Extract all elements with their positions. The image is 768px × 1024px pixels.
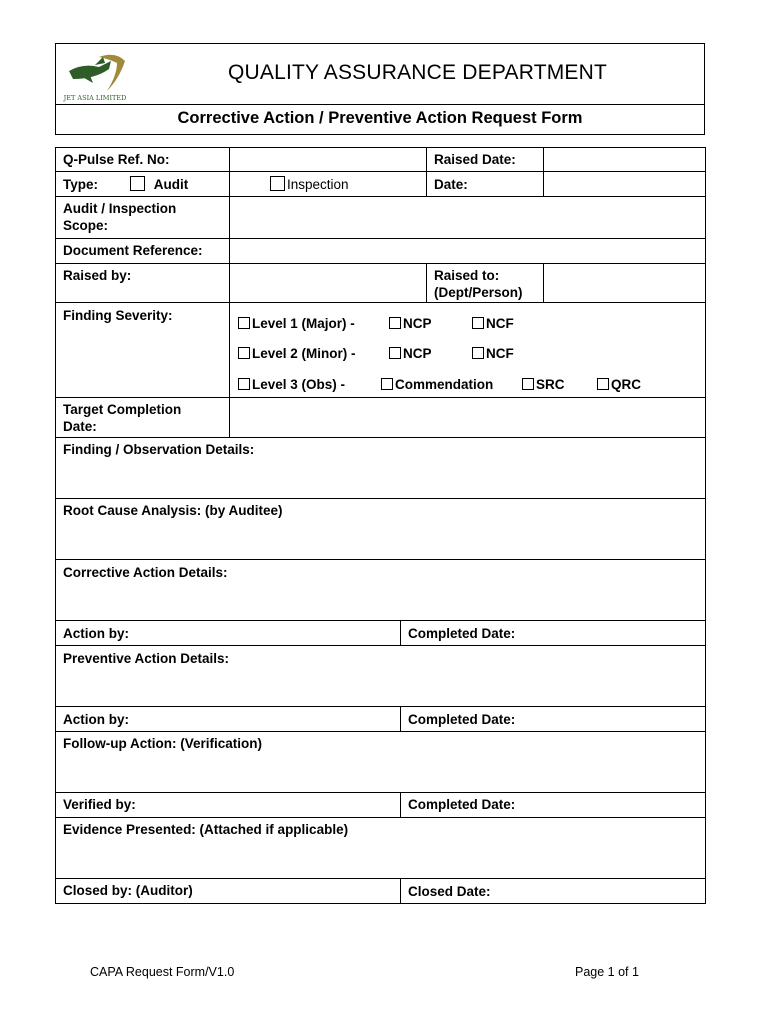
target-date-field[interactable] <box>230 398 705 437</box>
qrc-option[interactable] <box>597 376 641 393</box>
level1-option[interactable] <box>238 315 355 332</box>
page-number: Page 1 of 1 <box>575 965 639 979</box>
level1-ncp-option[interactable] <box>389 315 432 332</box>
corrective-label: Corrective Action Details: <box>63 565 228 580</box>
table-border <box>705 147 706 904</box>
scope-label-line2: Scope: <box>63 218 109 233</box>
col-divider <box>400 706 401 731</box>
audit-checkbox[interactable] <box>130 176 145 191</box>
level3-checkbox[interactable] <box>238 378 250 390</box>
preventive-completed-date-label: Completed Date: <box>408 712 516 727</box>
finding-details-label: Finding / Observation Details: <box>63 442 255 457</box>
audit-label: Audit <box>153 177 189 192</box>
type-label: Type: <box>63 177 99 192</box>
level2-ncf-option[interactable] <box>472 345 514 362</box>
corrective-field[interactable] <box>56 581 705 620</box>
raised-to-field[interactable] <box>544 264 705 302</box>
ncf-label: NCF <box>486 346 514 361</box>
scope-label-line1: Audit / Inspection <box>63 201 177 216</box>
finding-details-field[interactable] <box>56 458 705 498</box>
doc-ref-label: Document Reference: <box>63 243 203 258</box>
date-label: Date: <box>434 177 468 192</box>
target-label-line2: Date: <box>63 419 97 434</box>
raised-to-label-line2: (Dept/Person) <box>434 285 523 300</box>
table-border <box>55 903 706 904</box>
preventive-action-by-label: Action by: <box>63 712 129 727</box>
logo-text: JET ASIA LIMITED <box>63 94 127 102</box>
level3-label: Level 3 (Obs) - <box>252 377 346 392</box>
corrective-action-by-label: Action by: <box>63 626 129 641</box>
src-checkbox[interactable] <box>522 378 534 390</box>
level2-checkbox[interactable] <box>238 347 250 359</box>
verified-by-label: Verified by: <box>63 797 136 812</box>
raised-date-label: Raised Date: <box>434 152 516 167</box>
row-divider <box>55 817 706 818</box>
level1-label: Level 1 (Major) - <box>252 316 355 331</box>
corrective-completed-date-field[interactable] <box>540 621 705 645</box>
verified-by-field[interactable] <box>150 793 400 817</box>
evidence-field[interactable] <box>56 838 705 878</box>
preventive-field[interactable] <box>56 667 705 706</box>
row-divider <box>55 559 706 560</box>
col-divider <box>400 620 401 645</box>
type-inspection-option[interactable] <box>270 176 349 193</box>
evidence-label: Evidence Presented: (Attached if applicable) <box>63 822 349 837</box>
col-divider <box>400 878 401 903</box>
form-version: CAPA Request Form/V1.0 <box>90 965 235 979</box>
ncp-label: NCP <box>403 316 432 331</box>
raised-to-label-line1: Raised to: <box>434 268 500 283</box>
commendation-checkbox[interactable] <box>381 378 393 390</box>
src-label: SRC <box>536 377 565 392</box>
ncf-label: NCF <box>486 316 514 331</box>
qrc-label: QRC <box>611 377 641 392</box>
doc-ref-field[interactable] <box>230 239 705 263</box>
followup-field[interactable] <box>56 752 705 792</box>
level1-checkbox[interactable] <box>238 317 250 329</box>
form-title: Corrective Action / Preventive Action Request Form <box>177 109 583 127</box>
row-divider <box>55 437 706 438</box>
corrective-action-by-field[interactable] <box>150 621 400 645</box>
src-option[interactable] <box>522 376 565 393</box>
level2-ncp-checkbox[interactable] <box>389 347 401 359</box>
preventive-action-by-field[interactable] <box>150 707 400 731</box>
qpulse-label: Q-Pulse Ref. No: <box>63 152 170 167</box>
header-top <box>56 44 704 105</box>
type-audit-option[interactable] <box>130 176 188 193</box>
col-divider <box>400 792 401 817</box>
col-divider <box>426 263 427 302</box>
level2-option[interactable] <box>238 345 356 362</box>
severity-label: Finding Severity: <box>63 308 173 323</box>
preventive-completed-date-field[interactable] <box>540 707 705 731</box>
inspection-label: Inspection <box>287 177 349 192</box>
date-field[interactable] <box>544 172 705 196</box>
root-cause-label: Root Cause Analysis: (by Auditee) <box>63 503 283 518</box>
verification-completed-date-field[interactable] <box>540 793 705 817</box>
jet-asia-logo <box>59 49 131 103</box>
qpulse-field[interactable] <box>230 148 426 171</box>
raised-date-field[interactable] <box>544 148 705 171</box>
closed-date-label: Closed Date: <box>408 884 491 899</box>
row-divider <box>55 498 706 499</box>
qrc-checkbox[interactable] <box>597 378 609 390</box>
department-title: QUALITY ASSURANCE DEPARTMENT <box>228 61 608 84</box>
closed-date-field[interactable] <box>510 879 705 903</box>
level1-ncf-option[interactable] <box>472 315 514 332</box>
row-divider <box>55 645 706 646</box>
root-cause-field[interactable] <box>56 519 705 559</box>
raised-by-field[interactable] <box>230 264 426 302</box>
commendation-option[interactable] <box>381 376 493 393</box>
row-divider <box>55 302 706 303</box>
corrective-completed-date-label: Completed Date: <box>408 626 516 641</box>
form-header <box>55 43 705 135</box>
preventive-label: Preventive Action Details: <box>63 651 230 666</box>
level2-ncf-checkbox[interactable] <box>472 347 484 359</box>
closed-by-field[interactable] <box>210 879 400 903</box>
followup-label: Follow-up Action: (Verification) <box>63 736 262 751</box>
ncp-label: NCP <box>403 346 432 361</box>
level2-ncp-option[interactable] <box>389 345 432 362</box>
target-label-line1: Target Completion <box>63 402 182 417</box>
level3-option[interactable] <box>238 376 345 393</box>
row-divider <box>55 731 706 732</box>
verification-completed-date-label: Completed Date: <box>408 797 516 812</box>
inspection-checkbox[interactable] <box>270 176 285 191</box>
scope-field[interactable] <box>230 197 705 238</box>
raised-by-label: Raised by: <box>63 268 132 283</box>
col-divider <box>426 147 427 196</box>
closed-by-label: Closed by: (Auditor) <box>63 883 193 898</box>
level1-ncp-checkbox[interactable] <box>389 317 401 329</box>
level2-label: Level 2 (Minor) - <box>252 346 356 361</box>
level1-ncf-checkbox[interactable] <box>472 317 484 329</box>
commendation-label: Commendation <box>395 377 494 392</box>
